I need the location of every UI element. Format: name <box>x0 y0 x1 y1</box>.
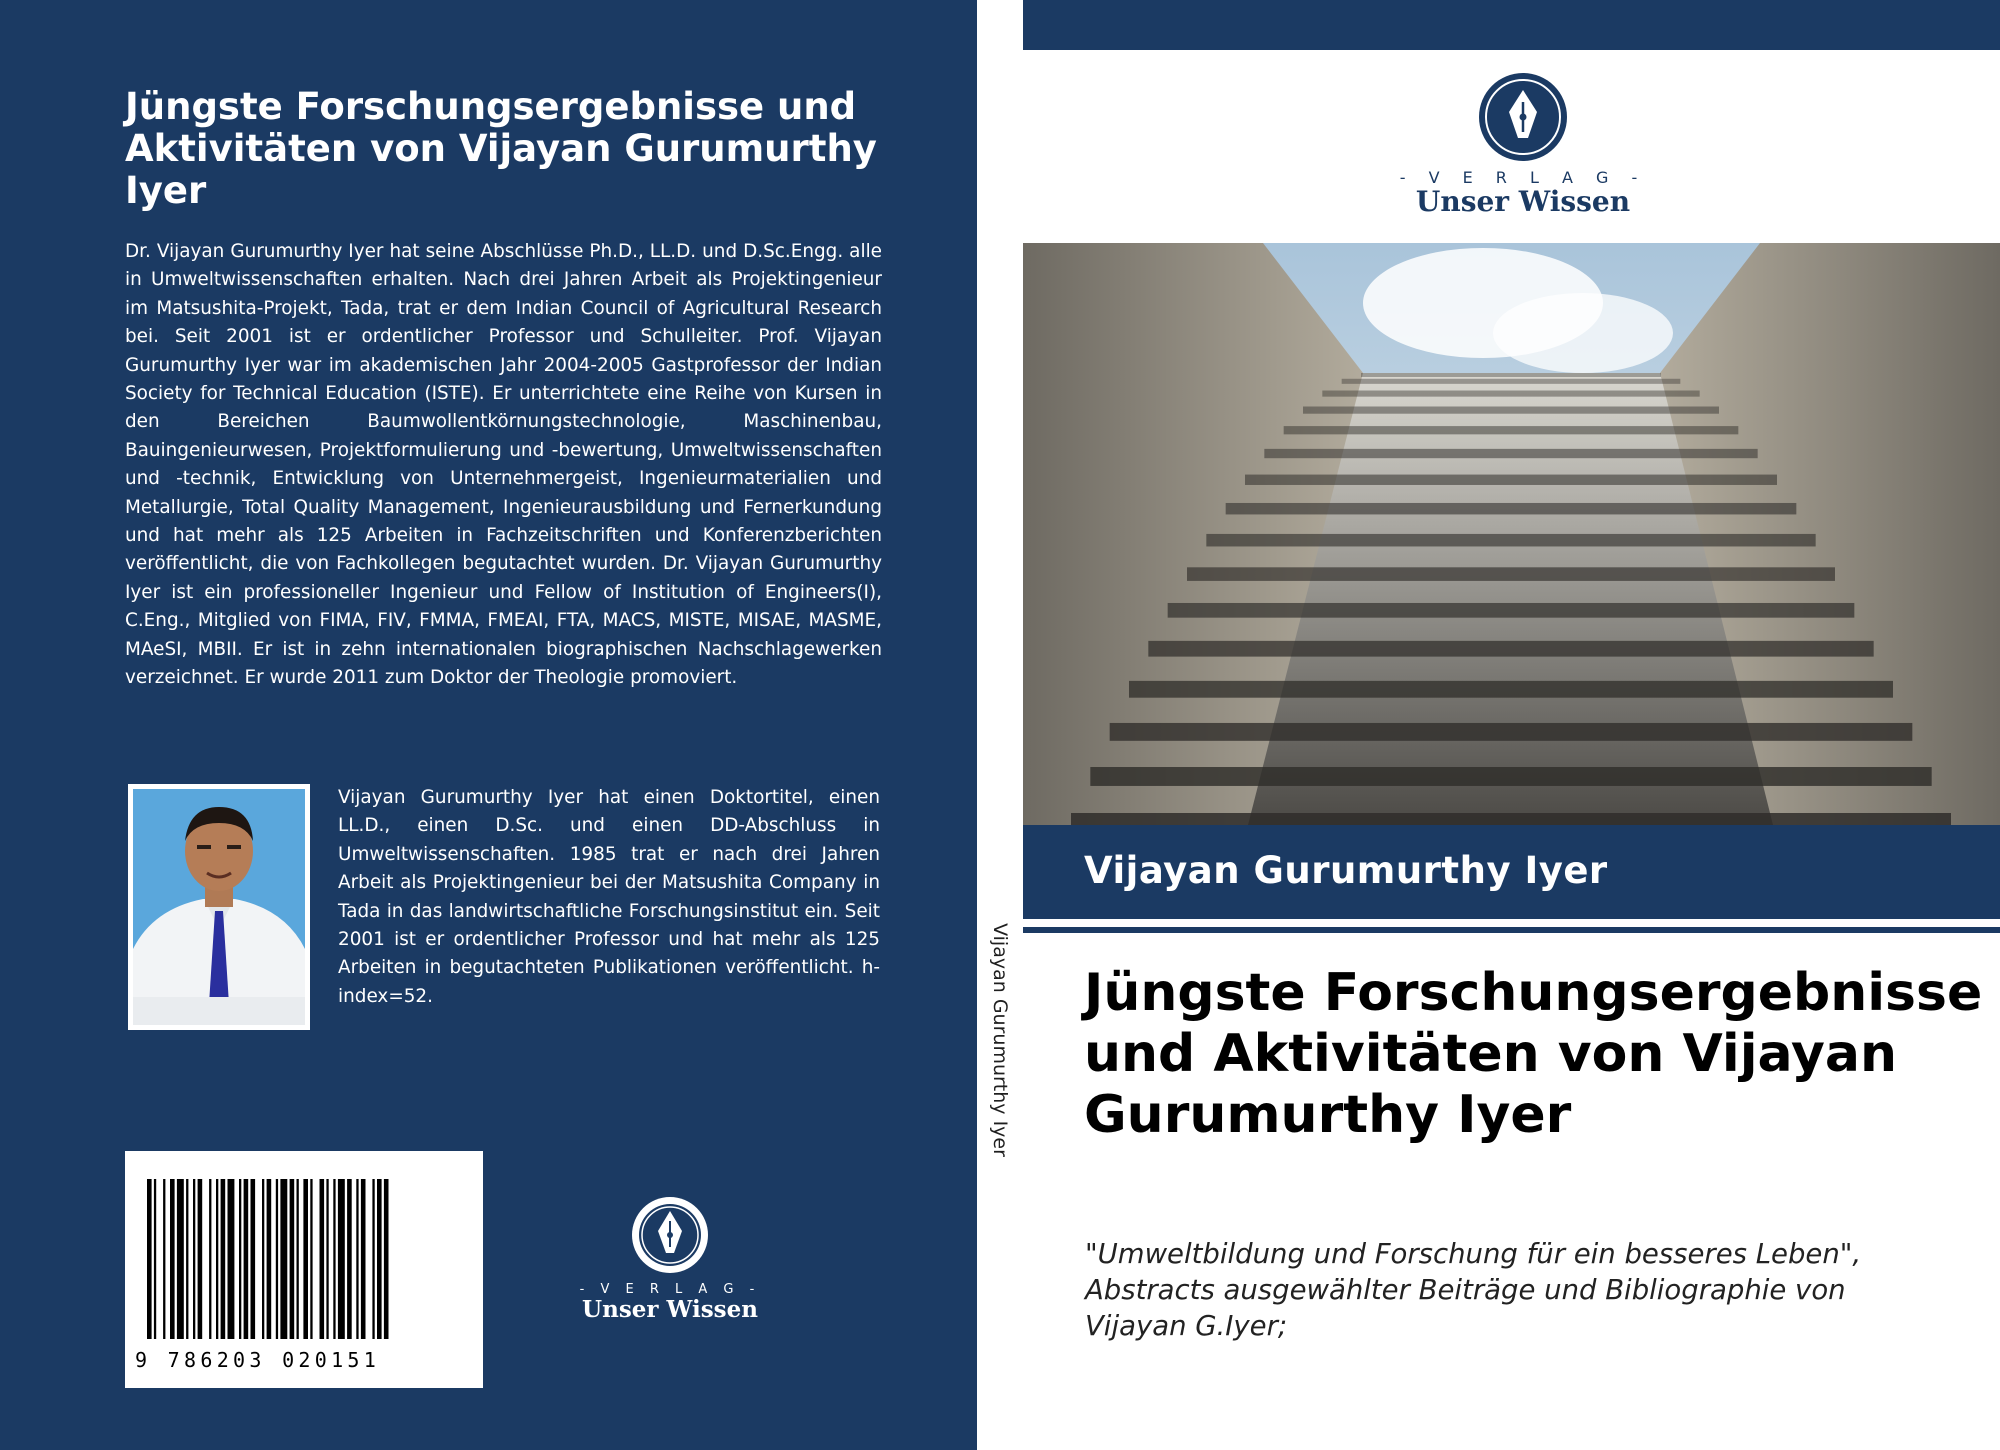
isbn-number: 9 786203 020151 <box>135 1348 381 1372</box>
fountain-pen-icon <box>630 1195 710 1275</box>
divider-rule <box>1023 927 2000 933</box>
author-short-biography: Vijayan Gurumurthy Iyer hat einen Doktortitel, einen LL.D., einen D.Sc. und einen DD-Abschluss in Umweltwissenschaften. 1985 trat er nach drei Jahren Arbeit als Projektingenieur bei der Matsushita Company in Tada in das landwirtschaftliche Forschungsinstitut ein. Seit 2001 ist er ordentlicher Professor und hat mehr als 125 Arbeiten in begutachteten Publikationen veröffentlicht. h-index=52. <box>338 787 880 1007</box>
back-cover-title: Jüngste Forschungsergebnisse und Aktivitäten von Vijayan Gurumurthy Iyer <box>125 85 877 212</box>
cover-staircase-image <box>1023 243 2000 825</box>
front-logo-brand: Unser Wissen <box>1415 185 1631 218</box>
author-photo <box>128 784 310 1030</box>
front-top-bar <box>1023 0 2000 50</box>
front-author-name: Vijayan Gurumurthy Iyer <box>1084 849 1608 892</box>
barcode-bars <box>125 1151 483 1351</box>
back-logo-brand: Unser Wissen <box>582 1296 758 1323</box>
front-cover-title: Jüngste Forschungsergebnisse und Aktivitäten von Vijayan Gurumurthy Iyer <box>1084 963 1983 1145</box>
back-publisher-logo <box>560 1195 780 1325</box>
front-cover-subtitle: "Umweltbildung und Forschung für ein besseres Leben", Abstracts ausgewählter Beiträge und Bibliographie von Vijayan G.Iyer; <box>1085 1238 1862 1342</box>
author-biography: Dr. Vijayan Gurumurthy Iyer hat seine Abschlüsse Ph.D., LL.D. und D.Sc.Engg. alle in Umweltwissenschaften erhalten. Nach drei Jahren Arbeit als Projektingenieur im Matsushita-Projekt, Tada, trat er dem Indian Council of Agricultural Research bei. Seit 2001 ist er ordentlicher Professor und Schulleiter. Prof. Vijayan Gurumurthy Iyer war im akademischen Jahr 2004-2005 Gastprofessor der Indian Society for Technical Education (ISTE). Er unterrichtete eine Reihe von Kursen in den Bereichen Baumwollentkörnungstechnologie, Maschinenbau, Bauingenieurwesen, Projektformulierung und -bewertung, Umweltwissenschaften und -technik, Entwicklung von Unternehmergeist, Ingenieurmaterialien und Metallurgie, Total Quality Management, Ingenieurausbildung und Fernerkundung und hat mehr als 125 Arbeiten in Fachzeitschriften und Konferenzberichten veröffentlicht, die von Fachkollegen begutachtet wurden. Dr. Vijayan Gurumurthy Iyer ist ein professioneller Ingenieur und Fellow of Institution of Engineers(I), C.Eng., Mitglied von FIMA, FIV, FMMA, FMEAI, FTA, MACS, MISTE, MISAE, MASME, MAeSI, MBII. Er ist in zehn internationalen biographischen Nachschlagewerken verzeichnet. Er wurde 2011 zum Doktor der Theologie promoviert. <box>125 241 882 689</box>
back-cover <box>0 0 977 1450</box>
author-portrait-image <box>133 789 305 1025</box>
spine-author: Vijayan Gurumurthy Iyer <box>989 923 1011 1157</box>
back-logo-verlag: - V E R L A G - <box>579 1282 761 1297</box>
front-logo-verlag: - V E R L A G - <box>1399 168 1647 187</box>
front-publisher-logo <box>1373 72 1673 222</box>
fountain-pen-icon <box>1478 72 1568 162</box>
author-band <box>1023 825 2000 919</box>
front-cover <box>1023 0 2000 1450</box>
isbn-barcode <box>125 1151 483 1388</box>
book-spine <box>977 0 1023 1450</box>
